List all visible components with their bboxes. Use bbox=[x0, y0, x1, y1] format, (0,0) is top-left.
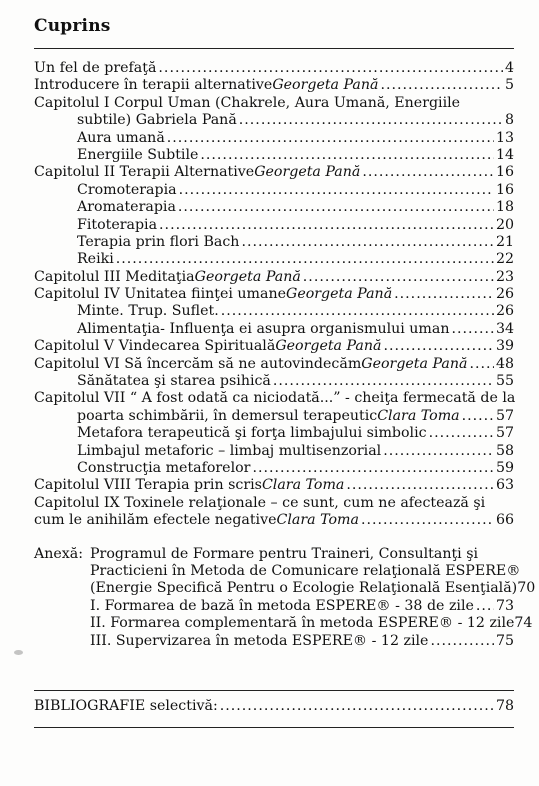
scan-speck bbox=[14, 650, 23, 655]
annex-entry: I. Formarea de bază în metoda ESPERE® - 38 de zile ..... 73 bbox=[34, 598, 514, 615]
toc-entry: Capitolul IV Unitatea fiinţei umane Georgeta Pană ..... 26 bbox=[34, 286, 514, 303]
annex-entry: Anexă: Programul de Formare pentru Traineri, Consultanţi şi bbox=[34, 545, 479, 562]
toc-entry: Capitolul VIII Terapia prin scris Clara Toma ..... 63 bbox=[34, 477, 514, 494]
bibliography-section bbox=[34, 698, 514, 715]
toc-entry: Capitolul IX Toxinele relaţionale – ce sunt, cum ne afectează şi bbox=[34, 494, 486, 511]
toc-entry: cum le anihilăm efectele negative Clara Toma ..... 66 bbox=[34, 512, 514, 529]
toc-entry: Capitolul VI Să încercăm să ne autovindecăm Georgeta Pană ..... 48 bbox=[34, 356, 514, 373]
toc-entry: Capitolul II Terapii Alternative Georgeta Pană ..... 16 bbox=[34, 164, 514, 181]
title-rule bbox=[34, 48, 514, 49]
toc-subentry: Reiki ..... 22 bbox=[34, 251, 514, 268]
toc-subentry: Sănătatea şi starea psihică ..... 55 bbox=[34, 373, 514, 390]
toc-entry: subtile) Gabriela Pană ..... 8 bbox=[34, 112, 514, 129]
annex-entry: (Energie Specifică Pentru o Ecologie Relaţională Esenţială) 70 bbox=[90, 580, 536, 597]
toc-entry: Capitolul I Corpul Uman (Chakrele, Aura Umană, Energiile bbox=[34, 94, 461, 111]
annex-entry: II. Formarea complementară în metoda ESPERE® - 12 zile 74 bbox=[90, 615, 533, 632]
bibliography-entry: BIBLIOGRAFIE selectivă: ..... 78 bbox=[34, 698, 514, 715]
annex-entry: Practicieni în Metoda de Comunicare relaţională ESPERE® bbox=[90, 562, 521, 579]
toc-subentry: Alimentaţia- Influenţa ei asupra organismului uman ..... 34 bbox=[34, 321, 514, 338]
toc-subentry: Cromoterapia ..... 16 bbox=[34, 182, 514, 199]
toc-entry: Capitolul VII “ A fost odată ca niciodată...” - cheiţa fermecată de la bbox=[34, 390, 516, 407]
toc-subentry: Construcţia metaforelor ..... 59 bbox=[34, 460, 514, 477]
toc-entry: Capitolul V Vindecarea Spirituală Georgeta Pană ..... 39 bbox=[34, 338, 514, 355]
annex-label: Anexă: bbox=[34, 545, 84, 562]
toc-subentry: Fitoterapia ..... 20 bbox=[34, 217, 514, 234]
toc-subentry: Minte. Trup. Suflet. ..... 26 bbox=[34, 303, 514, 320]
bottom-rule bbox=[34, 727, 514, 728]
toc-entry: poarta schimbării, în demersul terapeutic Clara Toma ..... 57 bbox=[34, 408, 514, 425]
toc-entry: Capitolul III Meditaţia Georgeta Pană ..... 23 bbox=[34, 269, 514, 286]
page-title: Cuprins bbox=[34, 16, 111, 36]
annex-rule bbox=[34, 690, 514, 691]
toc-subentry: Limbajul metaforic – limbaj multisenzorial ..... 58 bbox=[34, 443, 514, 460]
toc-subentry: Metafora terapeutică şi forţa limbajului simbolic ..... 57 bbox=[34, 425, 514, 442]
toc-entry: Introducere în terapii alternative Georgeta Pană ..... 5 bbox=[34, 77, 514, 94]
toc-subentry: Terapia prin flori Bach ..... 21 bbox=[34, 234, 514, 251]
toc-subentry: Aromaterapia ..... 18 bbox=[34, 199, 514, 216]
table-of-contents bbox=[34, 60, 536, 650]
toc-subentry: Aura umană ..... 13 bbox=[34, 130, 514, 147]
toc-entry: Un fel de prefaţă ..... 4 bbox=[34, 60, 514, 77]
annex-entry: III. Supervizarea în metoda ESPERE® - 12 zile ..... 75 bbox=[34, 633, 514, 650]
toc-subentry: Energiile Subtile ..... 14 bbox=[34, 147, 514, 164]
